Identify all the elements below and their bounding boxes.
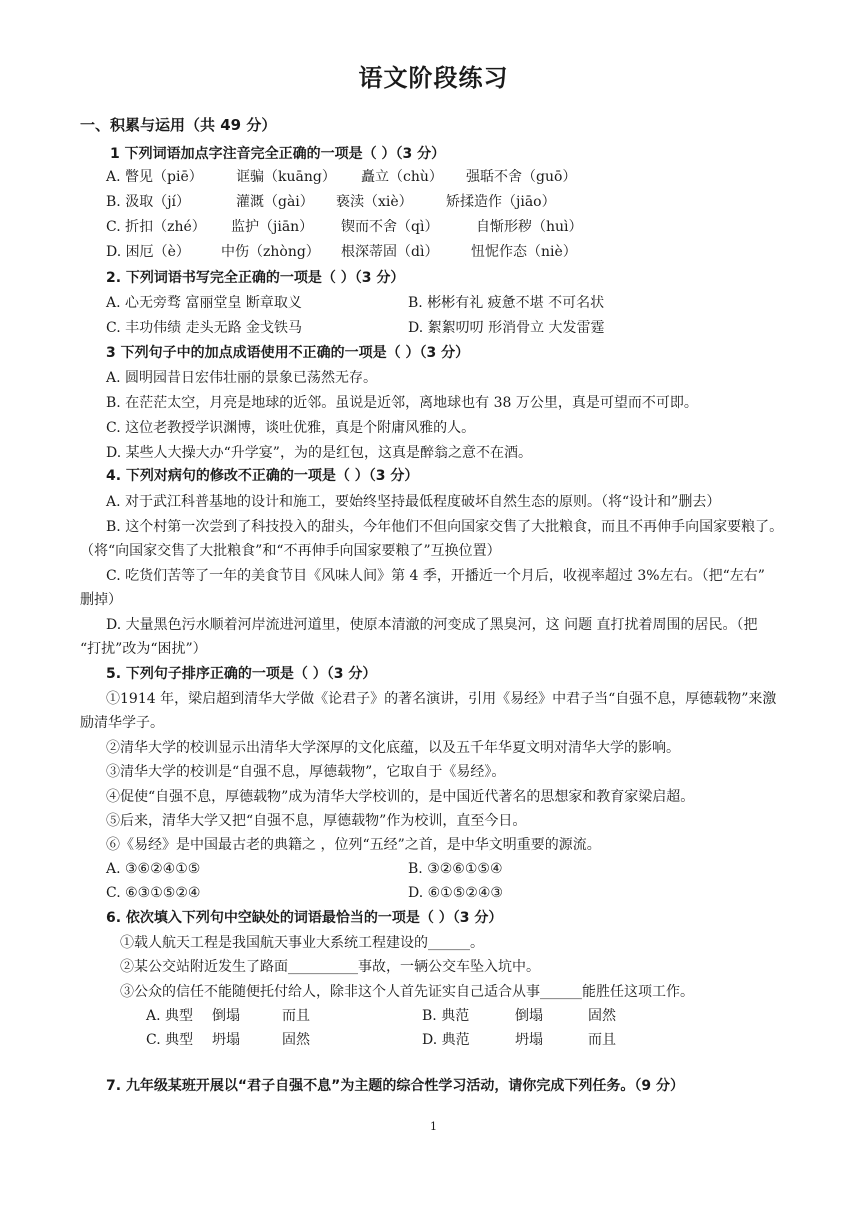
q5-sentence-4: ④促使“自强不息，厚德载物”成为清华大学校训的，是中国近代著名的思想家和教育家梁启超。 (106, 789, 695, 805)
q4-option-b: B. 这个村第一次尝到了科技投入的甜头，今年他们不但向国家交售了大批粮食，而且不再伸手向国家要粮了。 (106, 519, 784, 535)
q4-stem: 4. 下列对病句的修改不正确的一项是（ ）（3 分） (106, 468, 419, 484)
q6-sentence-2: ②某公交站附近发生了路面__________事故，一辆公交车坠入坑中。 (120, 959, 540, 975)
q5-sentence-1: ①1914 年，梁启超到清华大学做《论君子》的著名演讲，引用《易经》中君子当“自强不息，厚德载物”来激 (106, 691, 777, 707)
q6-sentence-1: ①载人航天工程是我国航天事业大系统工程建设的______。 (120, 935, 484, 951)
q3-option-b: B. 在茫茫太空，月亮是地球的近邻。虽说是近邻，离地球也有 38 万公里，真是可望而不可即。 (106, 395, 698, 411)
q7-stem: 7. 九年级某班开展以“君子自强不息”为主题的综合性学习活动，请你完成下列任务。（9 分） (106, 1078, 684, 1094)
q1-stem: 1 下列词语加点字注音完全正确的一项是（ ）（3 分） (110, 146, 446, 162)
q6-sentence-3: ③公众的信任不能随便托付给人，除非这个人首先证实自己适合从事______能胜任这项工作。 (120, 984, 694, 1000)
q5-sentence-3: ③清华大学的校训是“自强不息，厚德载物”，它取自于《易经》。 (106, 764, 506, 780)
q4-option-c-note: 删掉） (80, 592, 122, 608)
q4-option-d: D. 大量黑色污水顺着河岸流进河道里，使原本清澈的河变成了黑臭河，这 问题 直打扰着周围的居民。（把 (106, 617, 758, 633)
q4-option-b-note: （将“向国家交售了大批粮食”和“不再伸手向国家要粮了”互换位置） (80, 543, 501, 559)
q2-option-a: A. 心无旁骛 富丽堂皇 断章取义 (106, 295, 302, 311)
q5-option-c: C. ⑥③①⑤②④ (106, 885, 201, 901)
q4-option-c: C. 吃货们苦等了一年的美食节目《风味人间》第 4 季，开播近一个月后，收视率超过 3%左右。（把“左右” (106, 568, 765, 584)
section-heading: 一、积累与运用（共 49 分） (80, 116, 277, 134)
q3-option-a: A. 圆明园昔日宏伟壮丽的景象已荡然无存。 (106, 370, 378, 386)
q5-option-a: A. ③⑥②④①⑤ (106, 861, 201, 877)
q4-option-a: A. 对于武江科普基地的设计和施工，要始终坚持最低程度破坏自然生态的原则。（将“设计和”删去） (106, 494, 721, 510)
exam-page: 语文阶段练习 一、积累与运用（共 49 分） 1 下列词语加点字注音完全正确的一项是（ ）（3 分） A. 瞥见（piē） 诓骗（kuāng） 矗立（chù） 强聒不舍（guō） B. 汲取（jí） 灌溉（gài） 亵渎（xiè） 矫揉造作（jiāo） C. 折扣（zhé） 监护（jiān） 锲而不舍（qì） 自惭形秽（huì） D. 困厄（è） 中伤（zhòng） 根深蒂固（dì） 忸怩作态（niè） 2. 下列词语书写完全正确的一项是（ ）（3 分） A. 心无旁骛 富丽堂皇 断章取义 B. 彬彬有礼 疲惫不堪 不可名状 C. 丰功伟绩 走头无路 金戈铁马 D. 絮絮叨叨 形消骨立 大发雷霆 3 下列句子中的加点成语使用不正确的一项是（ ）（3 分） A. 圆明园昔日宏伟壮丽的景象已荡然无存。 B. 在茫茫太空，月亮是地球的近邻。虽说是近邻，离地球也有 38 万公里，真是可望而不可即。 C. 这位老教授学识渊博，谈吐优雅，真是个附庸风雅的人。 D. 某些人大操大办“升学宴”，为的是红包，这真是醉翁之意不在酒。 4. 下列对病句的修改不正确的一项是（ ）（3 分） A. 对于武江科普基地的设计和施工，要始终坚持最低程度破坏自然生态的原则。（将“设计和”删去） B. 这个村第一次尝到了科技投入的甜头，今年他们不但向国家交售了大批粮食，而且不再伸手向国家要粮了。 （将“向国家交售了大批粮食”和“不再伸手向国家要粮了”互换位置） C. 吃货们苦等了一年的美食节目《风味人间》第 4 季，开播近一个月后，收视率超过 3%左右。（把“左右” 删掉） D. 大量黑色污水顺着河岸流进河道里，使原本清澈的河变成了黑臭河，这 问题 直打扰着周围的居民。（把 “打扰”改为“困扰”） 5. 下列句子排序正确的一项是（ ）（3 分） ①1914 年，梁启超到清华大学做《论君子》的著名演讲，引用《易经》中君子当“自强不息，厚德载物”来激 励清华学子。 ②清华大学的校训显示出清华大学深厚的文化底蕴，以及五千年华夏文明对清华大学的影响。 ③清华大学的校训是“自强不息，厚德载物”，它取自于《易经》。 ④促使“自强不息，厚德载物”成为清华大学校训的，是中国近代著名的思想家和教育家梁启超。 ⑤后来，清华大学又把“自强不息，厚德载物”作为校训，直至今日。 ⑥《易经》是中国最古老的典籍之 ，位列“五经”之首，是中华文明重要的源流。 A. ③⑥②④①⑤ B. ③②⑥①⑤④ C. ⑥③①⑤②④ D. ⑥①⑤②④③ 6. 依次填入下列句中空缺处的词语最恰当的一项是（ ）（3 分） ①载人航天工程是我国航天事业大系统工程建设的______。 ②某公交站附近发生了路面__________事故，一辆公交车坠入坑中。 ③公众的信任不能随便托付给人，除非这个人首先证实自己适合从事______能胜任这项工作。 A. 典型 倒塌 而且 B. 典范 倒塌 固然 C. 典型 坍塌 固然 D. 典范 坍塌 而且 7. 九年级某班开展以“君子自强不息”为主题的综合性学习活动，请你完成下列任务。（9 分） 1 (0, 0, 867, 1226)
q4-option-d-note: “打扰”改为“困扰”） (80, 641, 207, 657)
page-title: 语文阶段练习 (358, 64, 509, 92)
q2-option-c: C. 丰功伟绩 走头无路 金戈铁马 (106, 320, 303, 336)
q2-option-b: B. 彬彬有礼 疲惫不堪 不可名状 (408, 295, 605, 311)
q5-sentence-6: ⑥《易经》是中国最古老的典籍之 ，位列“五经”之首，是中华文明重要的源流。 (106, 837, 601, 853)
q3-stem: 3 下列句子中的加点成语使用不正确的一项是（ ）（3 分） (106, 345, 470, 361)
q5-sentence-5: ⑤后来，清华大学又把“自强不息，厚德载物”作为校训，直至今日。 (106, 813, 527, 829)
q2-stem: 2. 下列词语书写完全正确的一项是（ ）（3 分） (106, 270, 405, 286)
q2-option-d: D. 絮絮叨叨 形消骨立 大发雷霆 (408, 320, 605, 336)
q6-stem: 6. 依次填入下列句中空缺处的词语最恰当的一项是（ ）（3 分） (106, 910, 503, 926)
q5-option-b: B. ③②⑥①⑤④ (408, 861, 503, 877)
q5-sentence-2: ②清华大学的校训显示出清华大学深厚的文化底蕴，以及五千年华夏文明对清华大学的影响。 (106, 740, 680, 756)
q3-option-d: D. 某些人大操大办“升学宴”，为的是红包，这真是醉翁之意不在酒。 (106, 445, 532, 461)
q5-option-d: D. ⑥①⑤②④③ (408, 885, 503, 901)
q3-option-c: C. 这位老教授学识渊博，谈吐优雅，真是个附庸风雅的人。 (106, 420, 476, 436)
q5-sentence-1-cont: 励清华学子。 (80, 715, 164, 731)
page-number: 1 (430, 1120, 437, 1133)
q5-stem: 5. 下列句子排序正确的一项是（ ）（3 分） (106, 666, 377, 682)
